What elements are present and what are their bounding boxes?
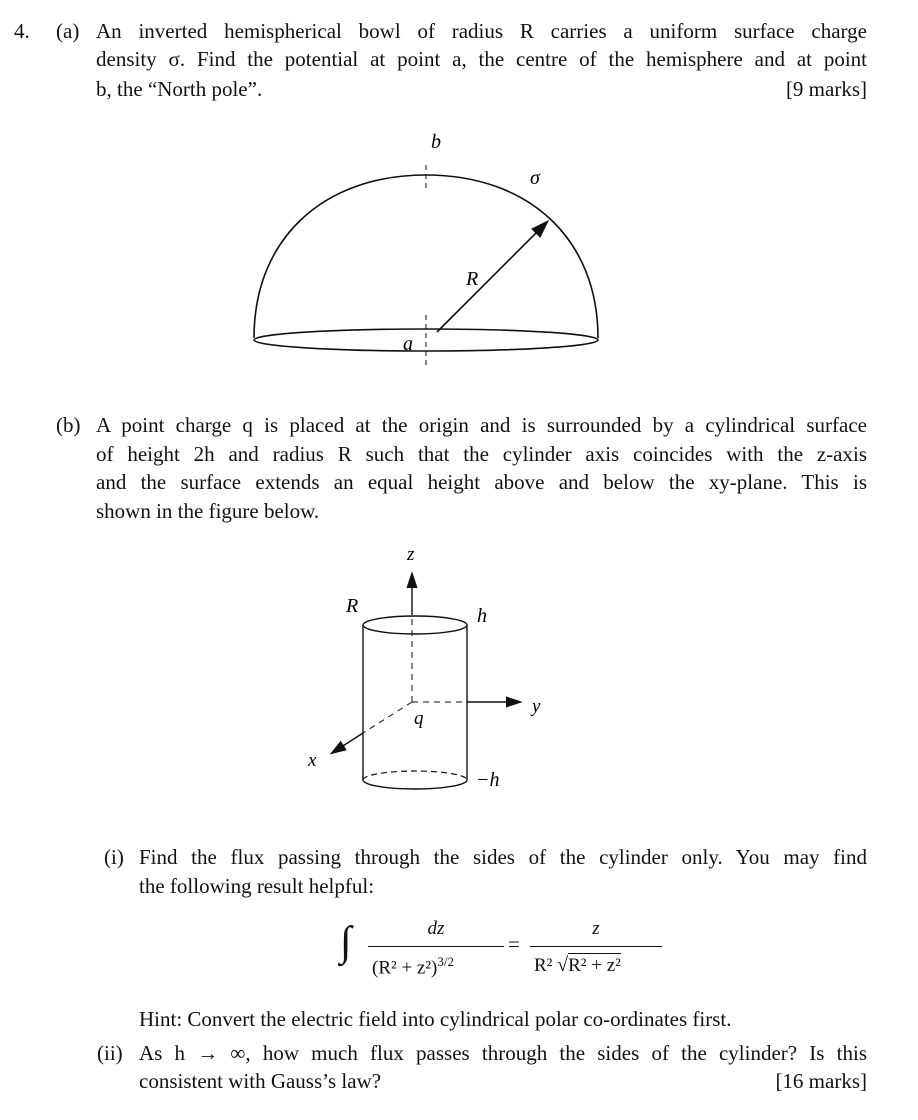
part-a-line-3: b, the “North pole”. (96, 77, 263, 101)
sub-ii-marks: [16 marks] (775, 1069, 867, 1093)
part-a-marks: [9 marks] (785, 77, 867, 101)
lhs-denominator: (R² + z²) (372, 957, 438, 979)
x-axis-arrow (332, 733, 363, 753)
label-b: b (431, 131, 441, 153)
equals-sign: = (508, 932, 520, 956)
rhs-den-r2: R² (534, 955, 553, 976)
part-a-line-1: An inverted hemispherical bowl of radius R carries a uniform surface charge (96, 19, 867, 43)
sub-i-line-2: the following result helpful: (139, 874, 375, 898)
radius-arrow (437, 222, 547, 332)
sub-ii-line-2: consistent with Gauss’s law? (139, 1069, 382, 1093)
label-neg-h: −h (476, 769, 500, 791)
rhs-fraction-bar (530, 946, 662, 947)
cylinder-bottom-back (363, 771, 467, 780)
sqrt-radicand: R² + z² (568, 955, 621, 976)
lhs-denominator-wrap (372, 954, 454, 979)
label-sigma: σ (530, 167, 540, 189)
label-a: a (403, 333, 413, 355)
label-R: R (466, 268, 479, 290)
hemisphere-figure (240, 120, 620, 380)
lhs-exponent: 3/2 (437, 954, 454, 969)
label-x: x (308, 750, 317, 771)
sub-ii-line-1: As h → ∞, how much flux passes through the sides of the cylinder? Is this (139, 1041, 867, 1065)
rhs-numerator: z (592, 918, 600, 939)
x-axis-inside (363, 702, 412, 733)
hint: Hint: Convert the electric field into cylindrical polar co-ordinates first. (139, 1007, 732, 1031)
part-b-line-4: shown in the figure below. (96, 499, 320, 523)
sqrt-sign: √ (557, 954, 569, 976)
cylinder-top (363, 616, 467, 634)
sub-ii-label: (ii) (97, 1041, 123, 1065)
part-b-label: (b) (56, 413, 81, 437)
rhs-denominator (534, 954, 621, 977)
cylinder-figure (300, 540, 570, 815)
label-y: y (532, 696, 541, 717)
integral-formula (340, 912, 680, 982)
part-b-line-1: A point charge q is placed at the origin and is surrounded by a cylindrical surface (96, 413, 867, 437)
sub-i-label: (i) (104, 845, 124, 869)
part-b-line-3: and the surface extends an equal height above and below the xy-plane. This is (96, 470, 867, 494)
label-q: q (414, 708, 424, 729)
part-b-line-2: of height 2h and radius R such that the cylinder axis coincides with the z-axis (96, 442, 867, 466)
question-number: 4. (14, 19, 30, 43)
label-R-cyl: R (346, 595, 359, 617)
hemisphere-arc (254, 175, 598, 338)
cylinder-bottom-front (363, 780, 467, 789)
integral-sign: ∫ (340, 919, 352, 965)
lhs-fraction-bar (368, 946, 504, 947)
label-z: z (407, 544, 415, 565)
label-h: h (477, 605, 487, 627)
sub-i-line-1: Find the flux passing through the sides of the cylinder only. You may find (139, 845, 867, 869)
part-a-line-2: density σ. Find the potential at point a, the centre of the hemisphere and at point (96, 47, 867, 71)
base-ellipse (254, 329, 598, 351)
part-a-label: (a) (56, 19, 80, 43)
lhs-numerator: dz (427, 918, 445, 939)
